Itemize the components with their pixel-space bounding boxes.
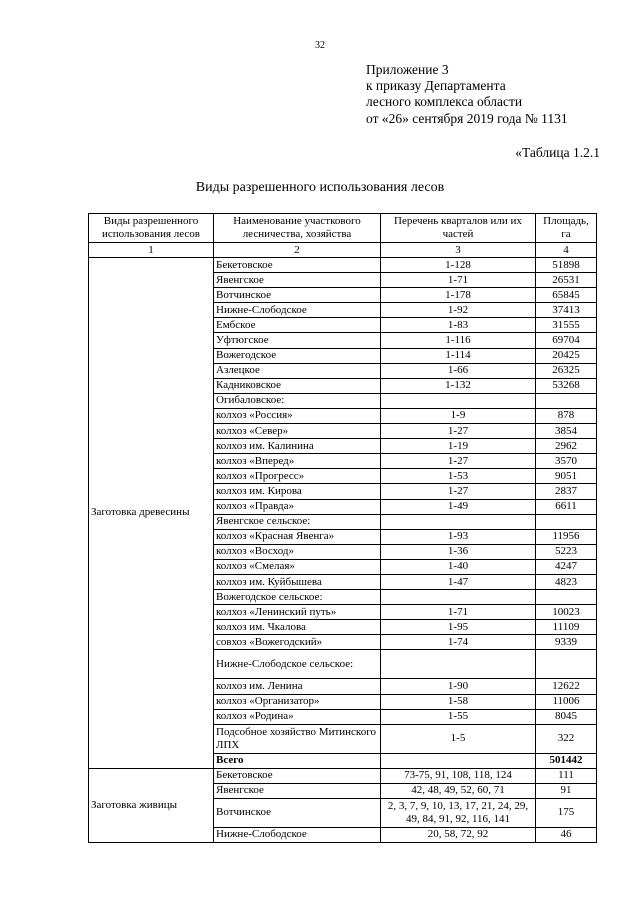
forestry-name-cell: Кадниковское <box>214 378 381 393</box>
appendix-header <box>366 62 568 127</box>
area-cell: 9339 <box>536 635 597 650</box>
area-cell: 175 <box>536 798 597 827</box>
forestry-name-cell: колхоз «Красная Явенга» <box>214 529 381 544</box>
quarters-cell: 1-178 <box>381 288 536 303</box>
quarters-cell: 1-95 <box>381 620 536 635</box>
quarters-cell: 1-71 <box>381 605 536 620</box>
quarters-cell <box>381 753 536 768</box>
quarters-cell <box>381 650 536 679</box>
quarters-cell: 1-71 <box>381 273 536 288</box>
header-use-type: Виды разрешенного использования лесов <box>89 214 214 243</box>
quarters-cell: 2, 3, 7, 9, 10, 13, 17, 21, 24, 29, 49, 84, 91, 92, 116, 141 <box>381 798 536 827</box>
quarters-cell: 1-132 <box>381 378 536 393</box>
forestry-name-cell: колхоз «Прогресс» <box>214 469 381 484</box>
quarters-cell: 42, 48, 49, 52, 60, 71 <box>381 783 536 798</box>
area-cell: 4247 <box>536 559 597 574</box>
area-cell <box>536 650 597 679</box>
quarters-cell: 1-27 <box>381 424 536 439</box>
forestry-name-cell: Азлецкое <box>214 363 381 378</box>
area-cell: 11109 <box>536 620 597 635</box>
quarters-cell: 1-128 <box>381 258 536 273</box>
forestry-name-cell: колхоз «Смелая» <box>214 559 381 574</box>
quarters-cell: 1-74 <box>381 635 536 650</box>
column-number: 2 <box>214 243 381 258</box>
quarters-cell: 1-53 <box>381 469 536 484</box>
forest-use-table <box>88 213 597 843</box>
forestry-name-cell: колхоз «Восход» <box>214 544 381 559</box>
forestry-name-cell: колхоз им. Куйбышева <box>214 574 381 589</box>
forestry-name-cell: совхоз «Вожегодский» <box>214 635 381 650</box>
area-cell: 31555 <box>536 318 597 333</box>
quarters-cell: 1-5 <box>381 724 536 753</box>
quarters-cell: 1-58 <box>381 694 536 709</box>
area-cell: 53268 <box>536 378 597 393</box>
quarters-cell: 1-27 <box>381 454 536 469</box>
forestry-name-cell: Нижне-Слободское <box>214 303 381 318</box>
quarters-cell: 1-83 <box>381 318 536 333</box>
forestry-name-cell: Бекетовское <box>214 768 381 783</box>
area-cell: 37413 <box>536 303 597 318</box>
forestry-name-cell: колхоз им. Ленина <box>214 679 381 694</box>
quarters-cell: 73-75, 91, 108, 118, 124 <box>381 768 536 783</box>
area-cell <box>536 514 597 529</box>
forestry-name-cell: Вожегодское <box>214 348 381 363</box>
forestry-name-cell: колхоз им. Кирова <box>214 484 381 499</box>
header-quarters: Перечень кварталов или их частей <box>381 214 536 243</box>
area-cell: 8045 <box>536 709 597 724</box>
appendix-line: лесного комплекса области <box>366 94 523 110</box>
area-cell: 878 <box>536 408 597 423</box>
area-cell: 46 <box>536 827 597 842</box>
area-cell: 12622 <box>536 679 597 694</box>
quarters-cell: 1-47 <box>381 574 536 589</box>
quarters-cell: 1-66 <box>381 363 536 378</box>
column-number: 3 <box>381 243 536 258</box>
area-cell: 91 <box>536 783 597 798</box>
area-cell: 69704 <box>536 333 597 348</box>
column-number-row <box>89 243 597 258</box>
area-cell: 65845 <box>536 288 597 303</box>
area-cell: 11006 <box>536 694 597 709</box>
forestry-name-cell: колхоз «Организатор» <box>214 694 381 709</box>
page-number: 32 <box>315 40 325 51</box>
area-cell: 11956 <box>536 529 597 544</box>
total-value: 501442 <box>536 753 597 768</box>
forestry-name-cell: колхоз «Север» <box>214 424 381 439</box>
area-cell <box>536 393 597 408</box>
area-cell: 3854 <box>536 424 597 439</box>
quarters-cell: 20, 58, 72, 92 <box>381 827 536 842</box>
forestry-name-cell: Ембское <box>214 318 381 333</box>
area-cell: 6611 <box>536 499 597 514</box>
quarters-cell: 1-9 <box>381 408 536 423</box>
forestry-name-cell: Огибаловское: <box>214 393 381 408</box>
area-cell: 2962 <box>536 439 597 454</box>
quarters-cell <box>381 590 536 605</box>
total-label: Всего <box>214 753 381 768</box>
forestry-name-cell: колхоз «Ленинский путь» <box>214 605 381 620</box>
area-cell: 3570 <box>536 454 597 469</box>
forestry-name-cell: Вотчинское <box>214 798 381 827</box>
forestry-name-cell: Нижне-Слободское сельское: <box>214 650 381 679</box>
header-area: Площадь, га <box>536 214 597 243</box>
forestry-name-cell: Явенгское <box>214 273 381 288</box>
forestry-name-cell: колхоз им. Калинина <box>214 439 381 454</box>
forestry-name-cell: колхоз «Правда» <box>214 499 381 514</box>
appendix-line: Приложение 3 <box>366 62 449 77</box>
quarters-cell: 1-40 <box>381 559 536 574</box>
table-row <box>89 768 597 783</box>
forestry-name-cell: Бекетовское <box>214 258 381 273</box>
forestry-name-cell: Вожегодское сельское: <box>214 590 381 605</box>
forestry-name-cell: Явенгское сельское: <box>214 514 381 529</box>
quarters-cell: 1-36 <box>381 544 536 559</box>
area-cell: 111 <box>536 768 597 783</box>
forestry-name-cell: колхоз им. Чкалова <box>214 620 381 635</box>
area-cell: 9051 <box>536 469 597 484</box>
header-forestry-name: Наименование участкового лесничества, хозяйства <box>214 214 381 243</box>
area-cell: 4823 <box>536 574 597 589</box>
area-cell: 26325 <box>536 363 597 378</box>
table-row <box>89 258 597 273</box>
use-type-cell: Заготовка древесины <box>89 258 214 769</box>
quarters-cell: 1-27 <box>381 484 536 499</box>
quarters-cell <box>381 393 536 408</box>
area-cell: 10023 <box>536 605 597 620</box>
quarters-cell: 1-49 <box>381 499 536 514</box>
quarters-cell: 1-93 <box>381 529 536 544</box>
document-title: Виды разрешенного использования лесов <box>195 180 445 195</box>
table-header-row <box>89 214 597 243</box>
quarters-cell: 1-55 <box>381 709 536 724</box>
forestry-name-cell: Нижне-Слободское <box>214 827 381 842</box>
appendix-line: от «26» сентября 2019 года № 1131 <box>366 110 568 126</box>
column-number: 1 <box>89 243 214 258</box>
quarters-cell: 1-116 <box>381 333 536 348</box>
forestry-name-cell: Уфтюгское <box>214 333 381 348</box>
quarters-cell: 1-19 <box>381 439 536 454</box>
appendix-line: к приказу Департамента <box>366 78 506 94</box>
area-cell <box>536 590 597 605</box>
area-cell: 2837 <box>536 484 597 499</box>
forestry-name-cell: колхоз «Родина» <box>214 709 381 724</box>
forestry-name-cell: Явенгское <box>214 783 381 798</box>
area-cell: 26531 <box>536 273 597 288</box>
area-cell: 5223 <box>536 544 597 559</box>
quarters-cell: 1-90 <box>381 679 536 694</box>
quarters-cell: 1-114 <box>381 348 536 363</box>
forestry-name-cell: колхоз «Вперед» <box>214 454 381 469</box>
area-cell: 20425 <box>536 348 597 363</box>
column-number: 4 <box>536 243 597 258</box>
quarters-cell <box>381 514 536 529</box>
table-number: «Таблица 1.2.1 <box>515 145 600 160</box>
area-cell: 322 <box>536 724 597 753</box>
area-cell: 51898 <box>536 258 597 273</box>
forestry-name-cell: колхоз «Россия» <box>214 408 381 423</box>
use-type-cell: Заготовка живицы <box>89 768 214 842</box>
forestry-name-cell: Подсобное хозяйство Митинского ЛПХ <box>214 724 381 753</box>
quarters-cell: 1-92 <box>381 303 536 318</box>
forestry-name-cell: Вотчинское <box>214 288 381 303</box>
